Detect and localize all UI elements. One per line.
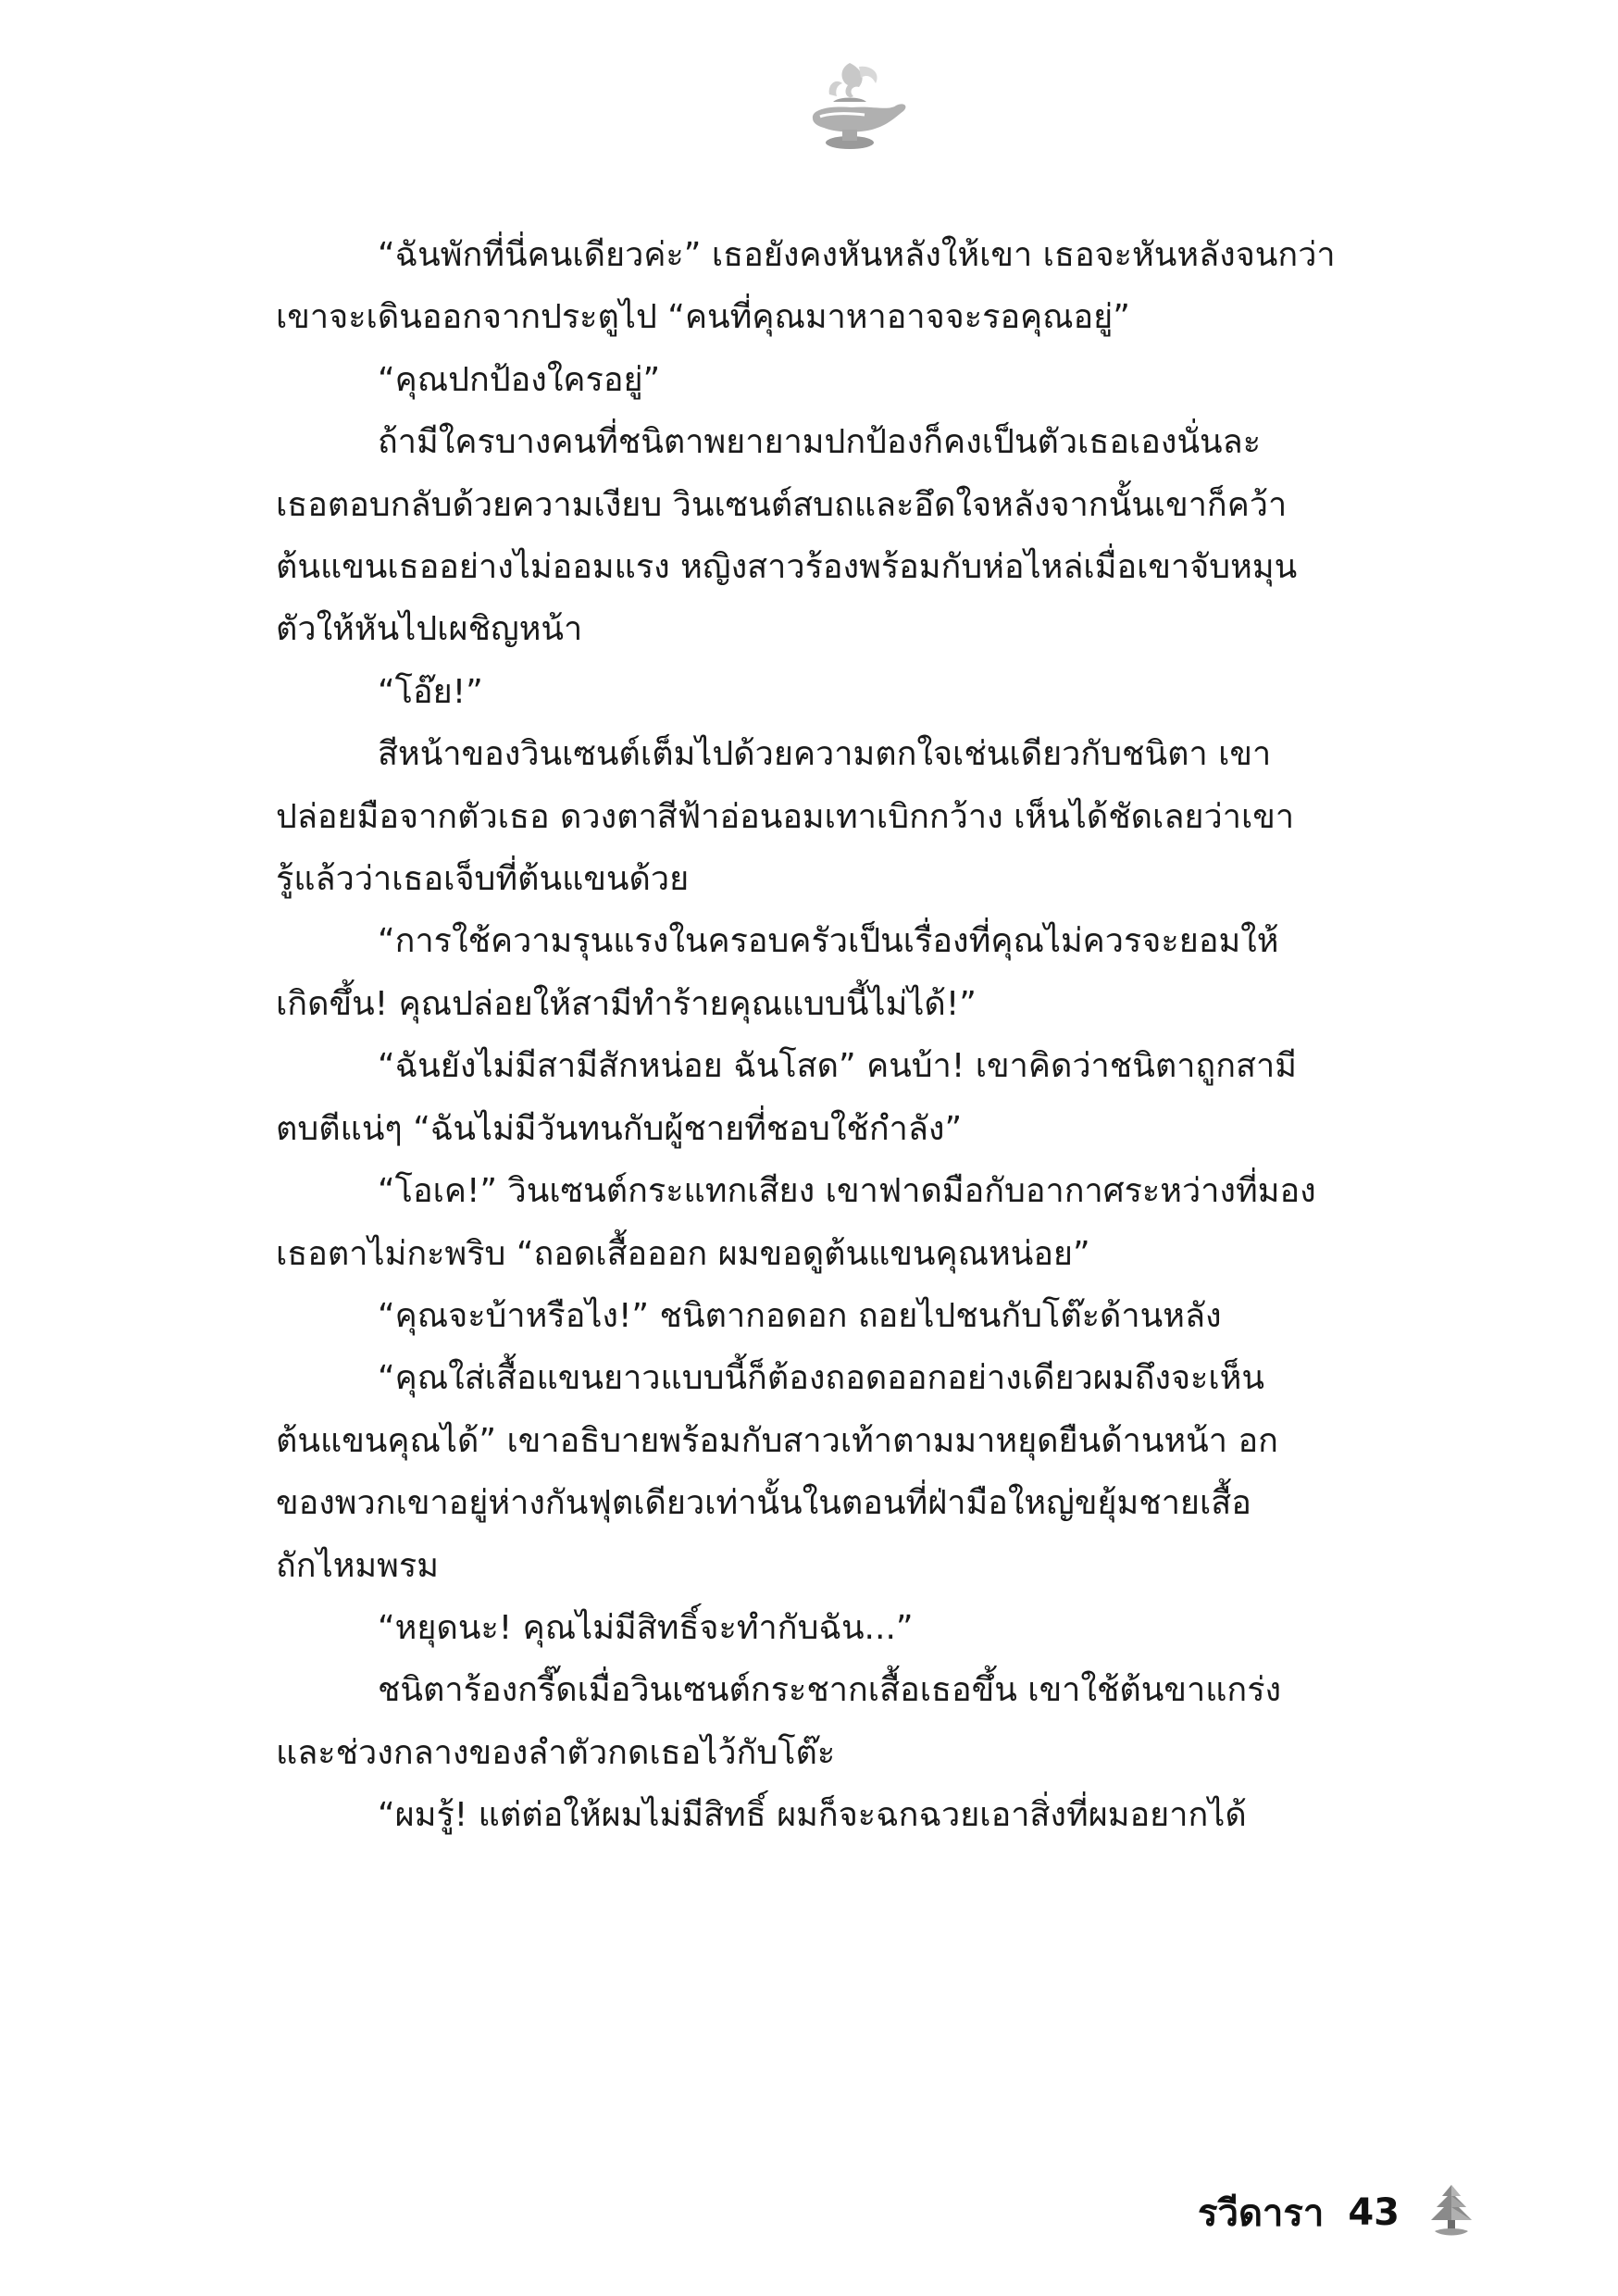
text-line: ชนิตาร้องกรี๊ดเมื่อวินเซนต์กระชากเสื้อเธอขึ้น เขาใช้ต้นขาแกร่ง (378, 1671, 1282, 1710)
text-line: และช่วงกลางของลำตัวกดเธอไว้กับโต๊ะ (276, 1733, 836, 1772)
text-line: ปล่อยมือจากตัวเธอ ดวงตาสีฟ้าอ่อนอมเทาเบิกกว้าง เห็นได้ชัดเลยว่าเขา (276, 797, 1295, 836)
text-line: “ฉันพักที่นี่คนเดียวค่ะ” เธอยังคงหันหลังให้เขา เธอจะหันหลังจนกว่า (378, 236, 1336, 274)
paragraph (276, 910, 1451, 1035)
text-line: ตบตีแน่ๆ “ฉันไม่มีวันทนกับผู้ชายที่ชอบใช้กำลัง” (276, 1109, 963, 1148)
text-line: ถักไหมพรม (276, 1546, 439, 1585)
text-line: สีหน้าของวินเซนต์เต็มไปด้วยความตกใจเช่นเดียวกับชนิตา เขา (378, 735, 1272, 774)
book-title: รวีดารา (1198, 2192, 1325, 2235)
paragraph (276, 1160, 1451, 1285)
text-line: “คุณจะบ้าหรือไง!” ชนิตากอดอก ถอยไปชนกับโต๊ะด้านหลัง (378, 1296, 1222, 1335)
text-line: “ผมรู้! แต่ต่อให้ผมไม่มีสิทธิ์ ผมก็จะฉกฉวยเอาสิ่งที่ผมอยากได้ (378, 1796, 1247, 1835)
text-line: ต้นแขนคุณได้” เขาอธิบายพร้อมกับสาวเท้าตามมาหยุดยืนด้านหน้า อก (276, 1421, 1278, 1460)
text-line: รู้แล้วว่าเธอเจ็บที่ต้นแขนด้วย (276, 860, 690, 899)
text-line: “คุณใส่เสื้อแขนยาวแบบนี้ก็ต้องถอดออกอย่างเดียวผมถึงจะเห็น (378, 1359, 1265, 1398)
paragraph (276, 411, 1451, 661)
paragraph (276, 1285, 1451, 1347)
text-line: ต้นแขนเธออย่างไม่ออมแรง หญิงสาวร้องพร้อมกับห่อไหล่เมื่อเขาจับหมุน (276, 548, 1298, 587)
text-line: ของพวกเขาอยู่ห่างกันฟุตเดียวเท่านั้นในตอนที่ฝ่ามือใหญ่ขยุ้มชายเสื้อ (276, 1484, 1251, 1523)
page-number: 43 (1348, 2191, 1400, 2234)
paragraph (276, 1784, 1451, 1846)
paragraph (276, 349, 1451, 411)
text-line: “ฉันยังไม่มีสามีสักหน่อย ฉันโสด” คนบ้า! เขาคิดว่าชนิตาถูกสามี (378, 1047, 1297, 1086)
text-line: “หยุดนะ! คุณไม่มีสิทธิ์จะทำกับฉัน...” (378, 1608, 914, 1647)
text-line: “คุณปกป้องใครอยู่” (378, 360, 661, 399)
paragraph (276, 723, 1451, 910)
text-line: “การใช้ความรุนแรงในครอบครัวเป็นเรื่องที่คุณไม่ควรจะยอมให้ (378, 922, 1279, 961)
text-line: เกิดขึ้น! คุณปล่อยให้สามีทำร้ายคุณแบบนี้ไม่ได้!” (276, 984, 977, 1023)
text-line: ถ้ามีใครบางคนที่ชนิตาพยายามปกป้องก็คงเป็นตัวเธอเองนั่นละ (378, 423, 1262, 462)
paragraph (276, 224, 1451, 349)
paragraph (276, 1659, 1451, 1784)
paragraph (276, 661, 1451, 723)
text-line: ตัวให้หันไปเผชิญหน้า (276, 610, 583, 649)
body-text (276, 224, 1451, 1847)
genie-lamp-icon (792, 57, 913, 155)
tree-icon (1424, 2183, 1479, 2242)
text-line: เธอตาไม่กะพริบ “ถอดเสื้อออก ผมขอดูต้นแขนคุณหน่อย” (276, 1234, 1090, 1273)
text-line: เขาจะเดินออกจากประตูไป “คนที่คุณมาหาอาจจะรอคุณอยู่” (276, 298, 1130, 337)
text-line: “โอ๊ย!” (378, 672, 483, 711)
page-footer (1198, 2176, 1479, 2250)
text-line: “โอเค!” วินเซนต์กระแทกเสียง เขาฟาดมือกับอากาศระหว่างที่มอง (378, 1172, 1316, 1211)
text-line: เธอตอบกลับด้วยความเงียบ วินเซนต์สบถและอึดใจหลังจากนั้นเขาก็คว้า (276, 485, 1288, 524)
paragraph (276, 1597, 1451, 1659)
paragraph (276, 1035, 1451, 1160)
paragraph (276, 1347, 1451, 1597)
